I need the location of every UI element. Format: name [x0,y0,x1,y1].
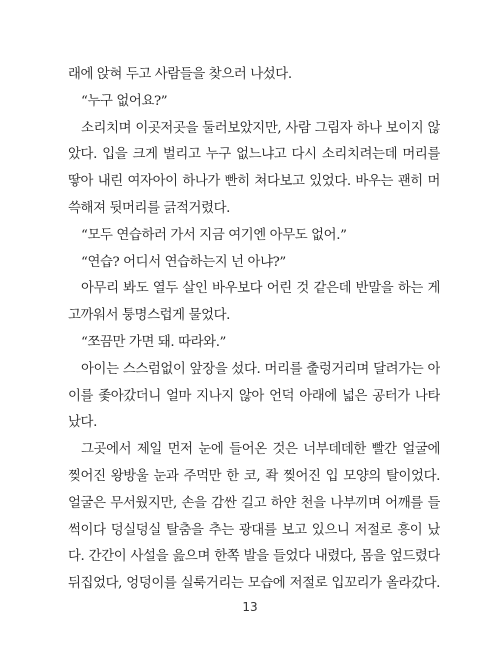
text-line: 났다. [68,415,97,431]
dialogue-line: “쪼끔만 가면 돼. 따라와.” [81,334,226,350]
dialogue-line: “누구 없어요?” [81,93,168,109]
text-line: 찢어진 왕방울 눈과 주먹만 한 코, 좍 찢어진 입 모양의 탈이었다. [68,468,440,484]
text-line: 이를 좇아갔더니 얼마 지나지 않아 언덕 아래에 넓은 공터가 나타 [68,388,440,404]
text-line: 다. 간간이 사설을 읊으며 한쪽 발을 들었다 내렸다, 몸을 엎드렸다 [68,549,440,565]
text-line: 아이는 스스럼없이 앞장을 섰다. 머리를 출렁거리며 달려가는 아 [81,361,440,377]
text-line: 아무리 봐도 열두 살인 바우보다 어린 것 같은데 반말을 하는 게 [81,281,440,297]
text-line: 았다. 입을 크게 벌리고 누구 없느냐고 다시 소리치려는데 머리를 [68,147,440,163]
text-line: 소리치며 이곳저곳을 둘러보았지만, 사람 그림자 하나 보이지 않 [81,120,440,136]
page-number: 13 [242,600,258,614]
text-line: 고까워서 퉁명스럽게 물었다. [68,308,230,324]
text-line: 썩이다 덩실덩실 탈춤을 추는 광대를 보고 있으니 저절로 흥이 났 [68,522,440,538]
text-line: 래에 앉혀 두고 사람들을 찾으러 나섰다. [68,67,292,82]
dialogue-line: “모두 연습하러 가서 지금 여기엔 아무도 없어.” [81,227,347,243]
dialogue-line: “연습? 어디서 연습하는지 넌 아냐?” [81,254,286,270]
text-line: 얼굴은 무서웠지만, 손을 감싼 길고 하얀 천을 나부끼며 어깨를 들 [68,495,440,511]
body-text [68,62,440,598]
text-line: 쓱해져 뒷머리를 긁적거렸다. [68,200,230,216]
text-line: 땋아 내린 여자아이 하나가 빤히 쳐다보고 있었다. 바우는 괜히 머 [68,174,440,190]
text-line: 뒤집었다, 엉덩이를 실룩거리는 모습에 저절로 입꼬리가 올라갔다. [68,576,440,592]
text-line: 그곳에서 제일 먼저 눈에 들어온 것은 너부데데한 빨간 얼굴에 [81,442,440,458]
